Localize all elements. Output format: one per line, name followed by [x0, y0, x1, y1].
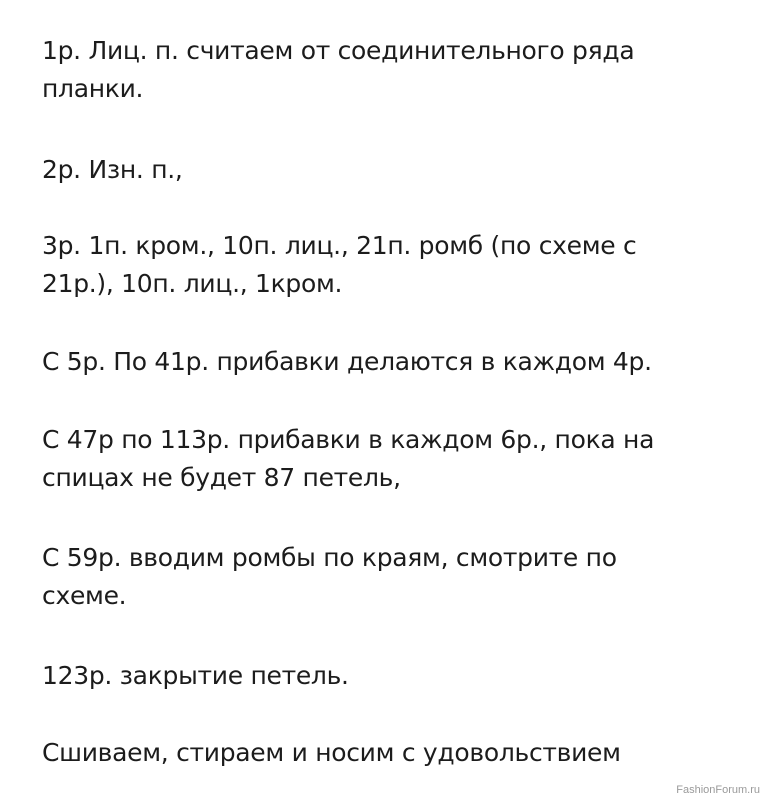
paragraph-line: спицах не будет 87 петель,	[42, 463, 401, 492]
watermark: FashionForum.ru	[676, 784, 760, 796]
paragraph-row-2	[42, 151, 732, 189]
paragraph-line: 123р. закрытие петель.	[42, 661, 349, 690]
paragraph-row-3	[42, 227, 732, 303]
paragraph-line: планки.	[42, 74, 144, 103]
paragraph-line: 1р. Лиц. п. считаем от соединительного ряда	[42, 36, 635, 65]
paragraph-line: С 59р. вводим ромбы по краям, смотрите по	[42, 543, 617, 572]
paragraph-line: 2р. Изн. п.,	[42, 155, 183, 184]
paragraph-line: схеме.	[42, 581, 127, 610]
paragraph-line: С 5р. По 41р. прибавки делаются в каждом 4р.	[42, 347, 652, 376]
paragraph-finish	[42, 734, 732, 772]
paragraph-line: 21р.), 10п. лиц., 1кром.	[42, 269, 343, 298]
paragraph-row-1	[42, 32, 732, 108]
paragraph-row-5	[42, 343, 732, 381]
paragraph-line: Сшиваем, стираем и носим с удовольствием	[42, 738, 621, 767]
paragraph-row-47	[42, 421, 732, 497]
paragraph-line: С 47р по 113р. прибавки в каждом 6р., пока на	[42, 425, 655, 454]
paragraph-row-123	[42, 657, 732, 695]
paragraph-line: 3р. 1п. кром., 10п. лиц., 21п. ромб (по схеме с	[42, 231, 637, 260]
paragraph-row-59	[42, 539, 732, 615]
